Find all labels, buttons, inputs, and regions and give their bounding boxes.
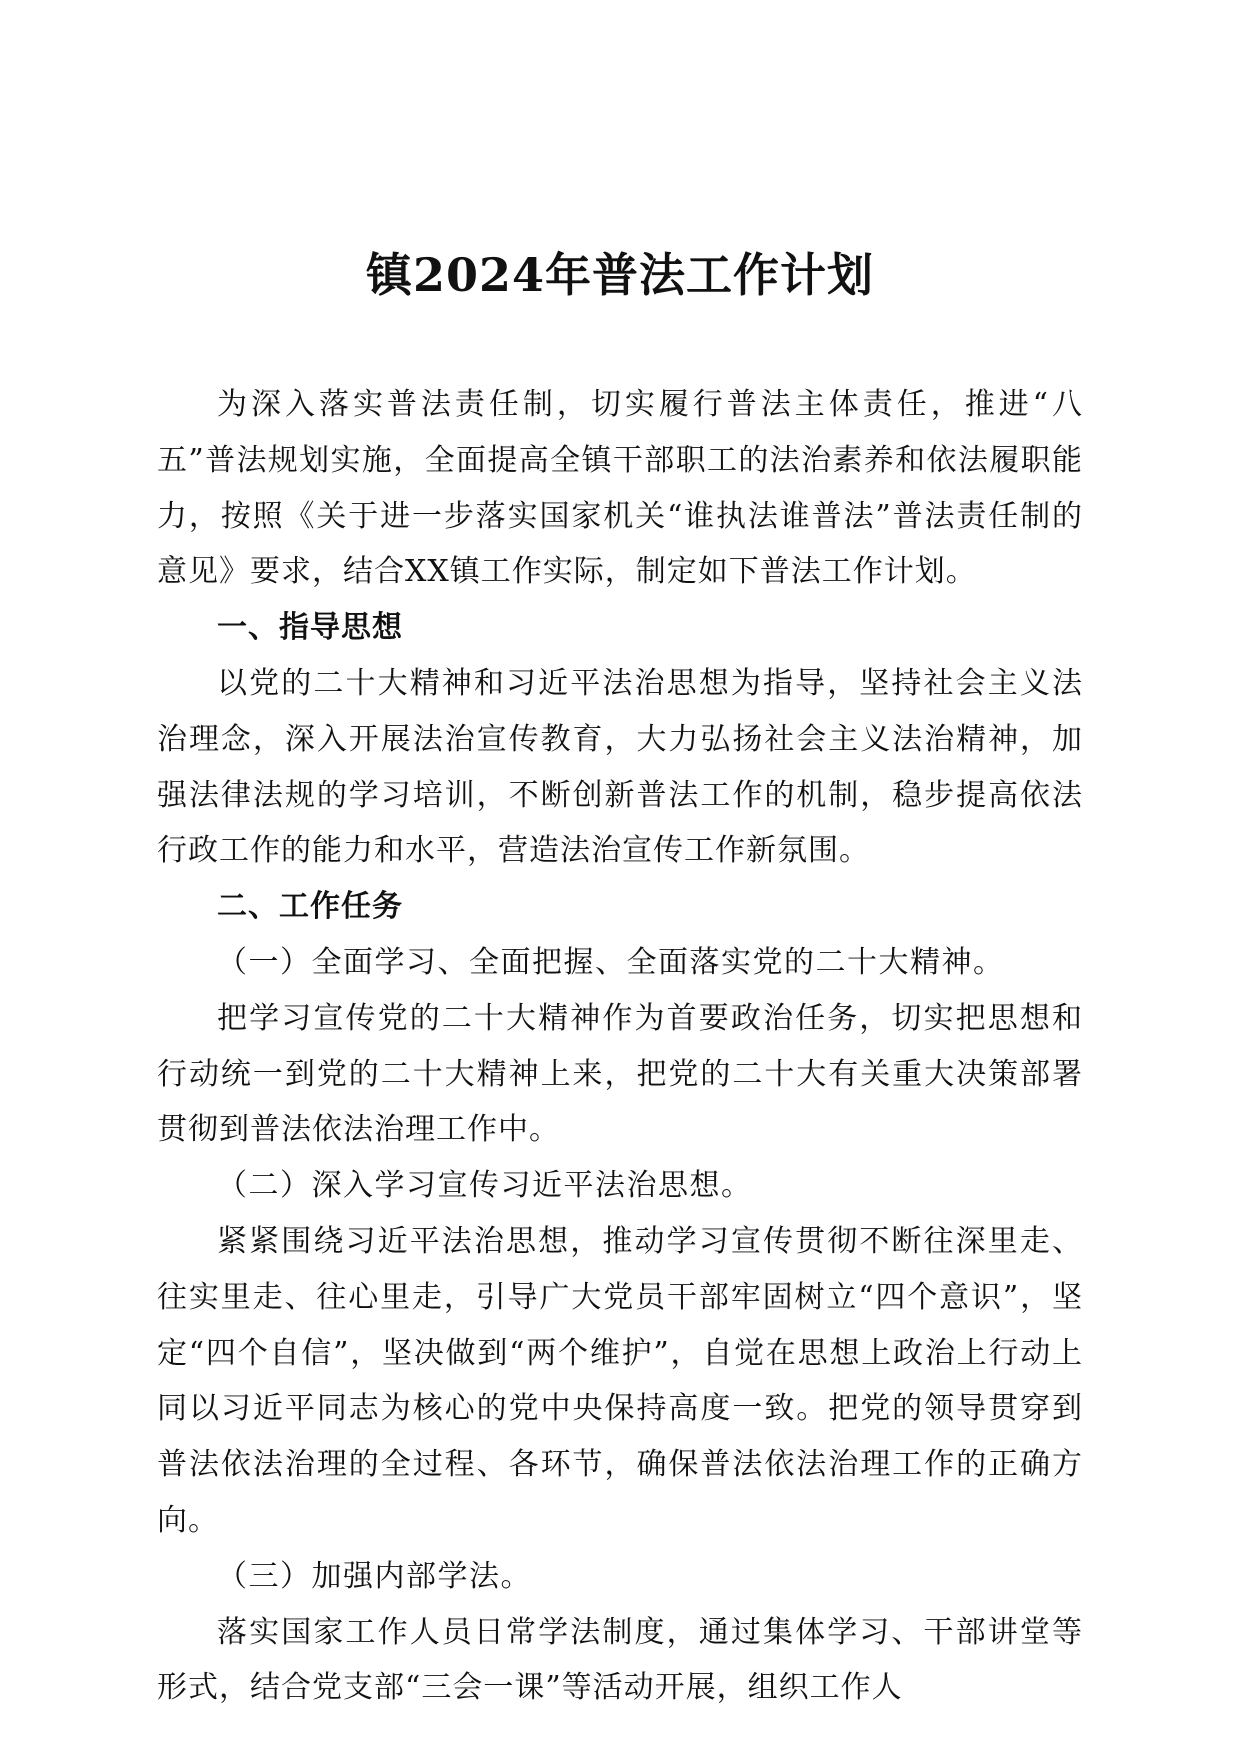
document-body — [157, 377, 1083, 1716]
guiding-ideology-paragraph: 以党的二十大精神和习近平法治思想为指导，坚持社会主义法治理念，深入开展法治宣传教育，大力弘扬社会主义法治精神，加强法律法规的学习培训，不断创新普法工作的机制，稳步提高依法行政工作的能力和水平，营造法治宣传工作新氛围。 — [157, 665, 1083, 869]
task-1-paragraph: 把学习宣传党的二十大精神作为首要政治任务，切实把思想和行动统一到党的二十大精神上来，把党的二十大有关重大决策部署贯彻到普法依法治理工作中。 — [157, 1000, 1083, 1148]
subheading-task-1: （一）全面学习、全面把握、全面落实党的二十大精神。 — [217, 944, 1005, 980]
task-3-paragraph: 落实国家工作人员日常学法制度，通过集体学习、干部讲堂等形式，结合党支部“三会一课”等活动开展，组织工作人 — [157, 1614, 1083, 1706]
intro-paragraph: 为深入落实普法责任制，切实履行普法主体责任，推进“八五”普法规划实施，全面提高全镇干部职工的法治素养和依法履职能力，按照《关于进一步落实国家机关“谁执法谁普法”普法责任制的意见》要求，结合XX镇工作实际，制定如下普法工作计划。 — [157, 387, 1083, 590]
subheading-task-3: （三）加强内部学法。 — [217, 1558, 532, 1594]
subheading-task-2: （二）深入学习宣传习近平法治思想。 — [217, 1168, 753, 1204]
section-heading-guiding-ideology: 一、指导思想 — [217, 610, 403, 646]
section-heading-work-tasks: 二、工作任务 — [217, 889, 403, 925]
document-title: 镇2024年普法工作计划 — [365, 248, 875, 302]
task-2-paragraph: 紧紧围绕习近平法治思想，推动学习宣传贯彻不断往深里走、往实里走、往心里走，引导广大党员干部牢固树立“四个意识”，坚定“四个自信”，坚决做到“两个维护”，自觉在思想上政治上行动上同以习近平同志为核心的党中央保持高度一致。把党的领导贯穿到普法依法治理的全过程、各环节，确保普法依法治理工作的正确方向。 — [157, 1223, 1083, 1538]
